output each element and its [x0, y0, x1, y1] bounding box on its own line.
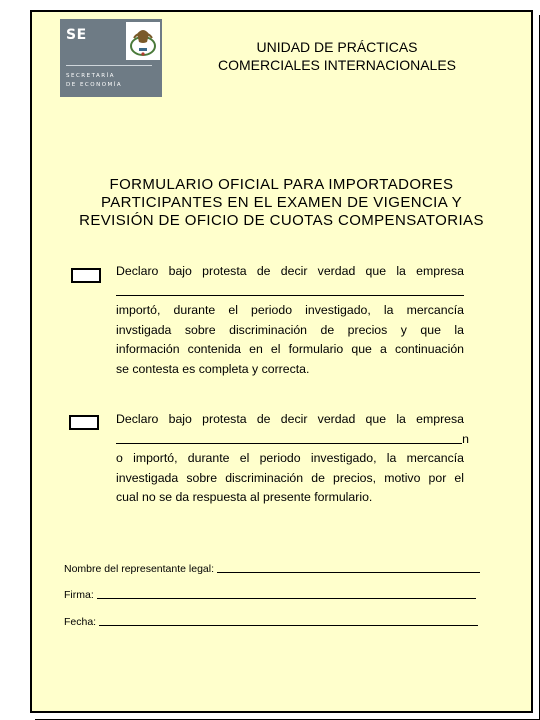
declaration-2	[116, 410, 469, 508]
logo-line-economia: DE ECONOMÍA	[66, 82, 123, 88]
signature-label: Firma:	[64, 589, 94, 601]
date-field[interactable]	[99, 625, 478, 626]
unit-title	[182, 38, 492, 74]
declaration-2-blank-suffix: n	[462, 431, 469, 446]
form-title-line-2: PARTICIPANTES EN EL EXAMEN DE VIGENCIA Y	[100, 194, 463, 211]
declaration-2-line-3: investigada sobre discriminación de precios, motivo por el	[116, 470, 464, 485]
unit-title-line-2: COMERCIALES INTERNACIONALES	[217, 57, 457, 73]
declaration-1	[116, 262, 464, 379]
declaration-1-line-4: información contenida en el formulario que a continuación	[116, 342, 464, 356]
signature-row	[64, 587, 476, 601]
legal-representative-field[interactable]	[217, 572, 480, 573]
declaration-1-line-1: Declaro bajo protesta de decir verdad que la empresa	[116, 264, 464, 278]
company-name-blank-2[interactable]	[116, 430, 469, 450]
unit-title-line-1: UNIDAD DE PRÁCTICAS	[256, 39, 418, 55]
logo-divider	[66, 65, 152, 66]
declaration-2-line-1: Declaro bajo protesta de decir verdad que la empresa	[116, 412, 464, 426]
company-name-blank-1[interactable]	[116, 282, 464, 302]
declaration-1-line-3: invstigada sobre discriminación de precios y que la	[116, 322, 464, 337]
form-title	[32, 176, 531, 230]
legal-representative-label: Nombre del representante legal:	[64, 563, 215, 575]
secretaria-economia-logo	[60, 19, 162, 97]
declaration-2-line-4: cual no se da respuesta al presente formulario.	[116, 490, 373, 504]
company-name-blank-2-rule	[116, 443, 462, 444]
signature-field[interactable]	[97, 598, 476, 599]
form-page	[30, 10, 533, 713]
logo-line-secretaria: SECRETARÍA	[66, 73, 116, 79]
declaration-1-line-2: importó, durante el periodo investigado, la mercancía	[116, 303, 464, 317]
declaration-1-line-5: se contesta es completa y correcta.	[116, 361, 310, 376]
date-row	[64, 614, 478, 628]
declaration-2-line-2: o importó, durante el periodo investigado, la mercancía	[116, 451, 464, 465]
legal-representative-row	[64, 561, 480, 575]
logo-abbreviation: SE	[66, 27, 87, 43]
date-label: Fecha:	[64, 616, 97, 628]
form-title-line-1: FORMULARIO OFICIAL PARA IMPORTADORES	[109, 176, 454, 193]
form-title-line-3: REVISIÓN DE OFICIO DE CUOTAS COMPENSATORIAS	[79, 212, 484, 229]
declaration-1-checkbox[interactable]	[71, 268, 101, 283]
declaration-2-checkbox[interactable]	[69, 415, 99, 430]
mexico-coat-of-arms-icon	[126, 22, 160, 60]
